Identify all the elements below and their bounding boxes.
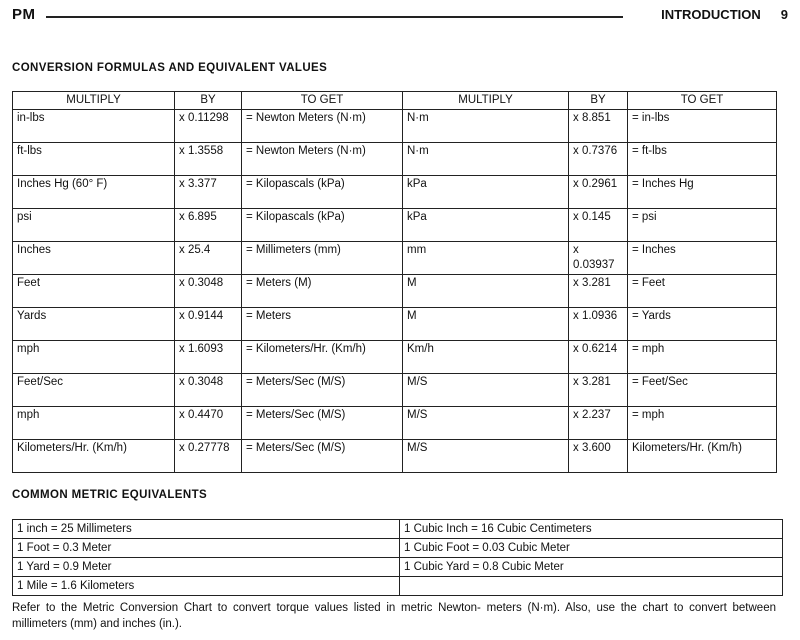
table-cell: x 6.895 bbox=[175, 209, 242, 242]
table-row bbox=[13, 176, 777, 209]
table-cell: Yards bbox=[13, 308, 175, 341]
table-row bbox=[13, 275, 777, 308]
table-cell: x 2.237 bbox=[569, 407, 628, 440]
table-cell: = Kilometers/Hr. (Km/h) bbox=[242, 341, 403, 374]
table-cell: = Kilopascals (kPa) bbox=[242, 176, 403, 209]
table-cell: kPa bbox=[403, 176, 569, 209]
table-cell: kPa bbox=[403, 209, 569, 242]
table-row bbox=[13, 209, 777, 242]
equivalents-table bbox=[12, 519, 783, 596]
header-right bbox=[661, 7, 788, 22]
table-cell: M/S bbox=[403, 440, 569, 473]
table-row bbox=[13, 407, 777, 440]
table-cell: Feet bbox=[13, 275, 175, 308]
table-cell: N·m bbox=[403, 143, 569, 176]
table-row bbox=[13, 558, 783, 577]
table-cell: = Feet bbox=[628, 275, 777, 308]
table-cell: x 0.145 bbox=[569, 209, 628, 242]
table-row bbox=[13, 539, 783, 558]
table-cell: 1 Cubic Yard = 0.8 Cubic Meter bbox=[400, 558, 783, 577]
table-cell: M/S bbox=[403, 407, 569, 440]
table-cell: = ft-lbs bbox=[628, 143, 777, 176]
table-cell: x 0.9144 bbox=[175, 308, 242, 341]
table-cell: x 3.281 bbox=[569, 374, 628, 407]
table-cell: x 0.11298 bbox=[175, 110, 242, 143]
table-cell: x 0.03937 bbox=[569, 242, 628, 275]
table-cell: mph bbox=[13, 341, 175, 374]
page-number: 9 bbox=[780, 7, 788, 22]
table-cell: M/S bbox=[403, 374, 569, 407]
table-cell: x 1.0936 bbox=[569, 308, 628, 341]
table-cell: Kilometers/Hr. (Km/h) bbox=[628, 440, 777, 473]
table-cell: Inches Hg (60° F) bbox=[13, 176, 175, 209]
table-cell: mm bbox=[403, 242, 569, 275]
table-cell: = psi bbox=[628, 209, 777, 242]
table-cell: M bbox=[403, 275, 569, 308]
table-cell: x 0.3048 bbox=[175, 275, 242, 308]
table-cell: = Millimeters (mm) bbox=[242, 242, 403, 275]
table-cell: 1 Foot = 0.3 Meter bbox=[13, 539, 400, 558]
table-cell: = Newton Meters (N·m) bbox=[242, 143, 403, 176]
equivalents-title: COMMON METRIC EQUIVALENTS bbox=[12, 489, 208, 501]
table-cell: Feet/Sec bbox=[13, 374, 175, 407]
table-cell: = mph bbox=[628, 407, 777, 440]
section-code: PM bbox=[12, 6, 36, 23]
table-cell: 1 inch = 25 Millimeters bbox=[13, 520, 400, 539]
header-rule bbox=[46, 16, 623, 18]
table-cell: x 3.600 bbox=[569, 440, 628, 473]
table-cell: = Kilopascals (kPa) bbox=[242, 209, 403, 242]
header-multiply: MULTIPLY bbox=[403, 92, 569, 110]
table-row bbox=[13, 577, 783, 596]
table-cell: Kilometers/Hr. (Km/h) bbox=[13, 440, 175, 473]
table-cell: psi bbox=[13, 209, 175, 242]
table-cell: = in-lbs bbox=[628, 110, 777, 143]
table-cell: x 0.4470 bbox=[175, 407, 242, 440]
table-cell: x 0.6214 bbox=[569, 341, 628, 374]
table-cell: mph bbox=[13, 407, 175, 440]
table-cell: x 1.6093 bbox=[175, 341, 242, 374]
table-cell: 1 Cubic Inch = 16 Cubic Centimeters bbox=[400, 520, 783, 539]
table-cell: = Feet/Sec bbox=[628, 374, 777, 407]
table-cell: x 0.3048 bbox=[175, 374, 242, 407]
table-row bbox=[13, 440, 777, 473]
table-cell: = Inches Hg bbox=[628, 176, 777, 209]
table-row bbox=[13, 374, 777, 407]
table-cell: x 25.4 bbox=[175, 242, 242, 275]
table-cell: Inches bbox=[13, 242, 175, 275]
conversion-title: CONVERSION FORMULAS AND EQUIVALENT VALUES bbox=[12, 62, 328, 74]
header-multiply: MULTIPLY bbox=[13, 92, 175, 110]
table-cell: = Meters bbox=[242, 308, 403, 341]
header-to-get: TO GET bbox=[628, 92, 777, 110]
table-cell: x 1.3558 bbox=[175, 143, 242, 176]
table-cell bbox=[400, 577, 783, 596]
table-cell: = Meters/Sec (M/S) bbox=[242, 440, 403, 473]
table-cell: x 0.27778 bbox=[175, 440, 242, 473]
conversion-table bbox=[12, 91, 777, 473]
table-cell: = Yards bbox=[628, 308, 777, 341]
table-cell: Km/h bbox=[403, 341, 569, 374]
header-by: BY bbox=[569, 92, 628, 110]
table-row bbox=[13, 110, 777, 143]
table-cell: = Meters/Sec (M/S) bbox=[242, 374, 403, 407]
header-by: BY bbox=[175, 92, 242, 110]
table-row bbox=[13, 242, 777, 275]
table-cell: = Newton Meters (N·m) bbox=[242, 110, 403, 143]
table-cell: x 0.7376 bbox=[569, 143, 628, 176]
table-row bbox=[13, 143, 777, 176]
table-cell: 1 Cubic Foot = 0.03 Cubic Meter bbox=[400, 539, 783, 558]
table-cell: = mph bbox=[628, 341, 777, 374]
table-cell: = Meters/Sec (M/S) bbox=[242, 407, 403, 440]
table-cell: in-lbs bbox=[13, 110, 175, 143]
table-cell: x 3.377 bbox=[175, 176, 242, 209]
table-cell: = Meters (M) bbox=[242, 275, 403, 308]
table-cell: N·m bbox=[403, 110, 569, 143]
table-cell: M bbox=[403, 308, 569, 341]
table-row bbox=[13, 341, 777, 374]
header-to-get: TO GET bbox=[242, 92, 403, 110]
conversion-note: Refer to the Metric Conversion Chart to convert torque values listed in metric Newton- meters (N·m). Also, use the chart to convert between millimeters (mm) and inches (in.). bbox=[12, 602, 776, 630]
table-row bbox=[13, 308, 777, 341]
page-header bbox=[12, 6, 788, 28]
table-cell: x 8.851 bbox=[569, 110, 628, 143]
table-cell: x 0.2961 bbox=[569, 176, 628, 209]
table-cell: x 3.281 bbox=[569, 275, 628, 308]
table-cell: 1 Yard = 0.9 Meter bbox=[13, 558, 400, 577]
table-cell: = Inches bbox=[628, 242, 777, 275]
header-title: INTRODUCTION bbox=[661, 7, 761, 22]
table-cell: 1 Mile = 1.6 Kilometers bbox=[13, 577, 400, 596]
conversion-header-row bbox=[13, 92, 777, 110]
table-row bbox=[13, 520, 783, 539]
table-cell: ft-lbs bbox=[13, 143, 175, 176]
